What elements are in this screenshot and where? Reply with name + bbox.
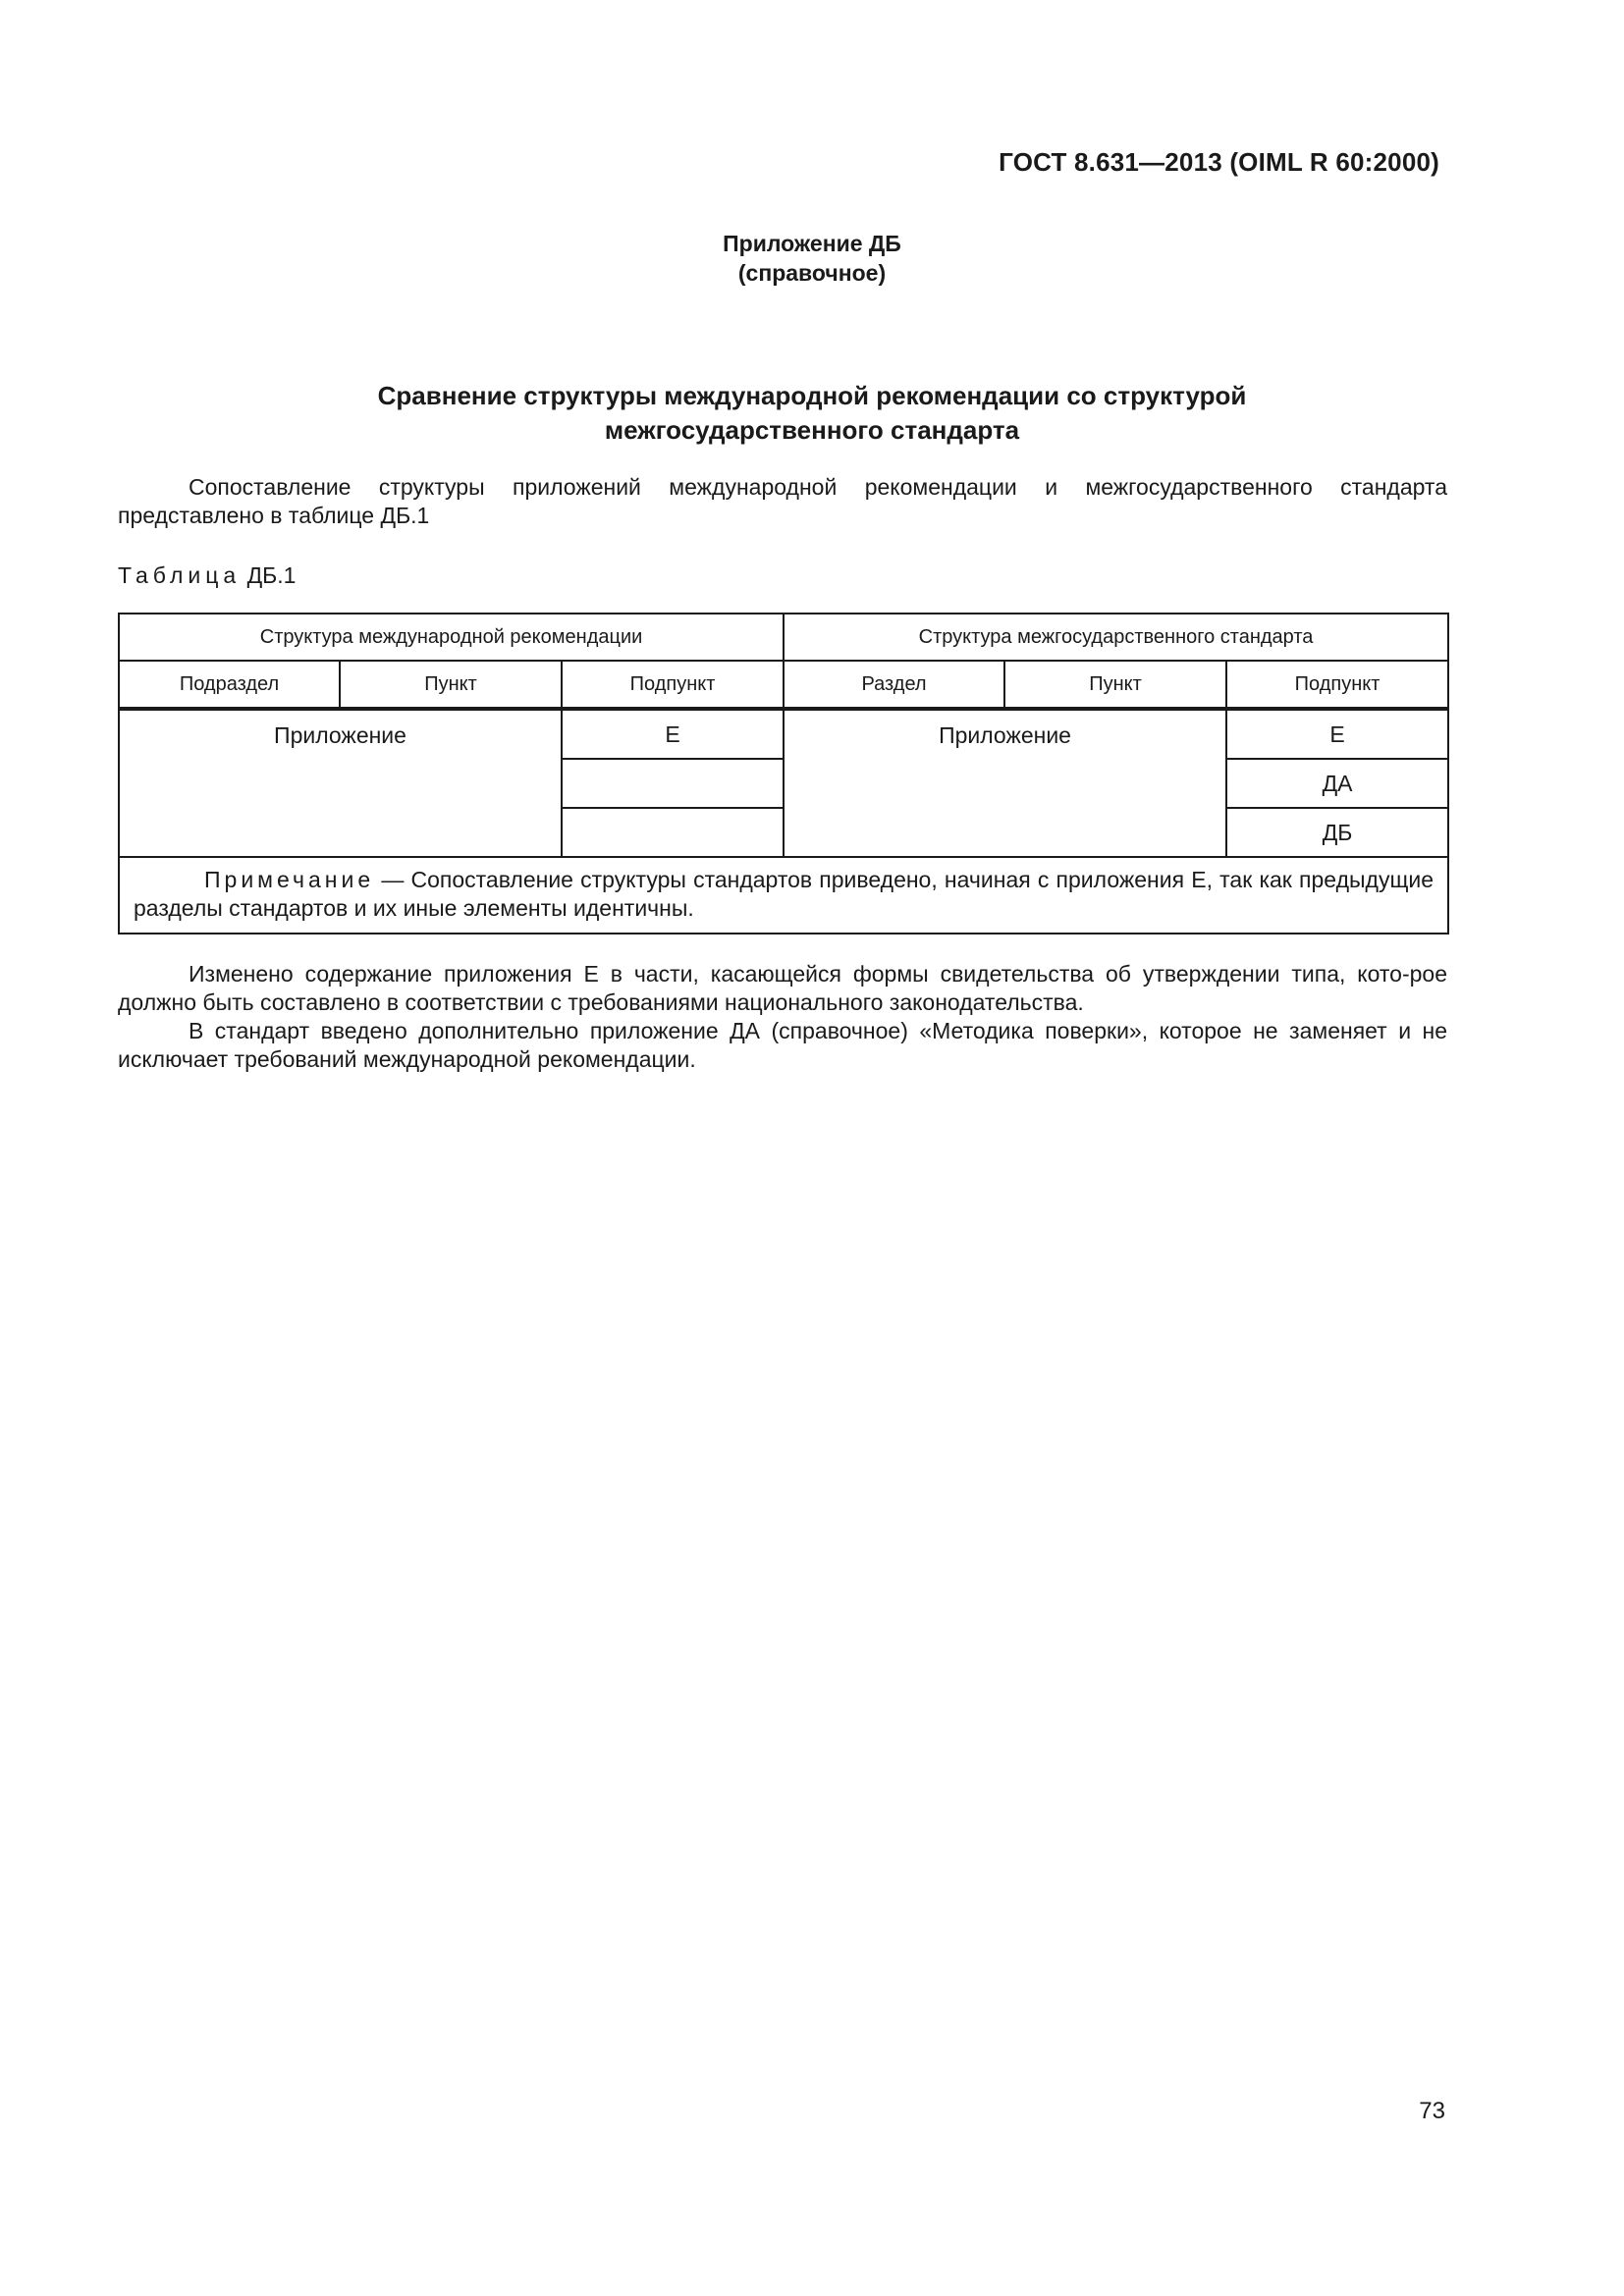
appendix-heading [0, 229, 1624, 288]
cell-recommendation-subitem [562, 759, 784, 808]
table-note [119, 857, 1448, 934]
appendix-subtitle: (справочное) [737, 260, 887, 286]
page-number: 73 [1419, 2098, 1445, 2124]
header-subitem: Подпункт [562, 661, 784, 709]
section-title [0, 379, 1624, 448]
table-caption-label: Таблица [118, 562, 242, 588]
table-group-header-row [119, 614, 1448, 661]
cell-recommendation-appendix: Приложение [119, 709, 562, 857]
note-label: Примечание [204, 867, 375, 892]
cell-standard-subitem: ДА [1226, 759, 1448, 808]
header-section: Раздел [784, 661, 1004, 709]
group-header-recommendation: Структура международной рекомендации [119, 614, 784, 661]
cell-standard-subitem: ДБ [1226, 808, 1448, 857]
table-sub-header-row [119, 661, 1448, 709]
standard-code: ГОСТ 8.631—2013 (OIML R 60:2000) [999, 147, 1439, 177]
header-subsection: Подраздел [119, 661, 340, 709]
appendix-title: Приложение ДБ [723, 231, 901, 256]
body-paragraph [118, 960, 1447, 1017]
table-note-row [119, 857, 1448, 934]
header-subitem: Подпункт [1226, 661, 1448, 709]
section-title-line1: Сравнение структуры международной рекомендации со структурой [377, 381, 1247, 410]
paragraph-text: Изменено содержание приложения Е в части, касающейся формы свидетельства об утверждении типа, кото-рое должно быть составлено в соответствии с требованиями национального законодательства. [118, 961, 1447, 1015]
cell-standard-subitem: Е [1226, 709, 1448, 759]
table-caption-id: ДБ.1 [246, 562, 297, 588]
table-row [119, 709, 1448, 759]
header-item: Пункт [340, 661, 562, 709]
body-paragraph [118, 1017, 1447, 1074]
cell-recommendation-subitem [562, 808, 784, 857]
group-header-standard: Структура межгосударственного стандарта [784, 614, 1448, 661]
intro-text: Сопоставление структуры приложений международной рекомендации и межгосударственного стандарта представлено в таблице ДБ.1 [118, 474, 1447, 528]
note-text: — Сопоставление структуры стандартов приведено, начиная с приложения Е, так как предыдущие разделы стандартов и их иные элементы идентичны. [134, 867, 1435, 921]
section-title-line2: межгосударственного стандарта [604, 415, 1020, 445]
header-item: Пункт [1004, 661, 1226, 709]
table-caption [118, 562, 296, 589]
paragraph-text: В стандарт введено дополнительно приложение ДА (справочное) «Методика поверки», которое не заменяет и не исключает требований международной рекомендации. [118, 1018, 1447, 1072]
cell-recommendation-subitem: Е [562, 709, 784, 759]
cell-standard-appendix: Приложение [784, 709, 1226, 857]
comparison-table [118, 613, 1449, 934]
intro-paragraph [118, 473, 1447, 530]
